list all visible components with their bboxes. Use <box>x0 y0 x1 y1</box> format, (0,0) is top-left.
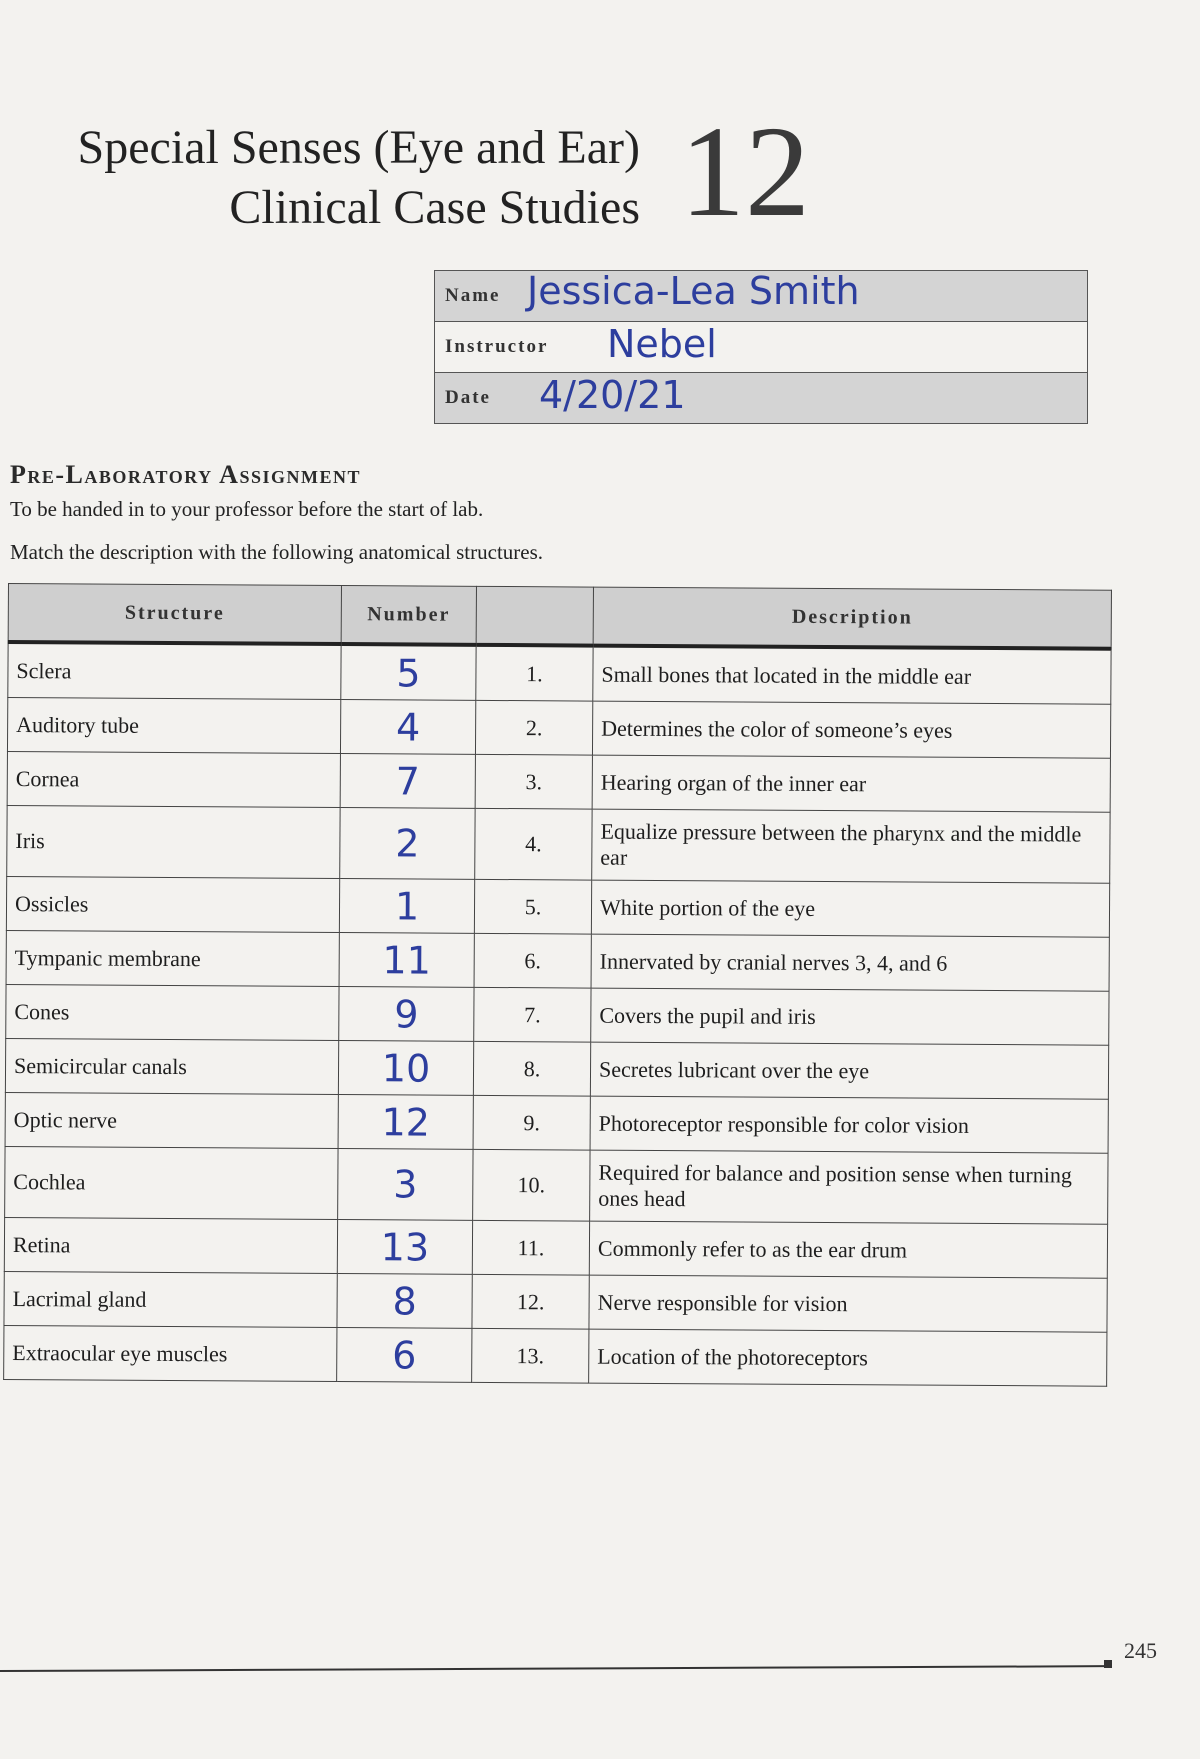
index-cell: 5. <box>474 879 591 934</box>
handwritten-answer: 9 <box>394 991 419 1037</box>
answer-cell[interactable] <box>341 644 476 700</box>
index-cell: 12. <box>472 1274 589 1329</box>
handwritten-answer: 3 <box>393 1162 418 1207</box>
answer-cell[interactable] <box>337 1328 472 1383</box>
date-row <box>435 373 1087 423</box>
header-index <box>476 586 593 645</box>
date-label: Date <box>445 387 491 408</box>
page-title <box>60 118 640 238</box>
structure-cell: Cones <box>6 984 339 1040</box>
page-number: 245 <box>1124 1638 1157 1663</box>
table-row <box>5 1146 1108 1224</box>
table-row <box>6 984 1109 1045</box>
footer-rule <box>0 1665 1104 1672</box>
name-row <box>435 271 1087 322</box>
name-label: Name <box>445 285 501 306</box>
structure-cell: Sclera <box>8 642 341 700</box>
description-cell: Covers the pupil and iris <box>591 988 1109 1045</box>
handwritten-answer: 13 <box>380 1224 430 1270</box>
table-row <box>5 1092 1108 1153</box>
footer-square-marker <box>1104 1660 1112 1668</box>
section-title: Pre-Laboratory Assignment <box>10 460 361 489</box>
handwritten-answer: 4 <box>395 704 421 750</box>
answer-cell[interactable] <box>339 987 474 1042</box>
handwritten-answer: 2 <box>395 821 420 866</box>
answer-cell[interactable] <box>340 808 475 880</box>
description-cell: Small bones that located in the middle ear <box>593 646 1111 705</box>
table-row <box>6 930 1109 991</box>
answer-cell[interactable] <box>339 933 474 988</box>
structure-cell: Optic nerve <box>5 1092 338 1148</box>
index-cell: 11. <box>472 1220 589 1275</box>
chapter-number: 12 <box>680 100 810 244</box>
index-cell: 4. <box>475 808 592 880</box>
description-cell: Location of the photoreceptors <box>589 1329 1107 1386</box>
structure-cell: Iris <box>7 805 340 878</box>
title-line-2: Clinical Case Studies <box>229 181 640 234</box>
index-cell: 2. <box>475 700 592 755</box>
answer-cell[interactable] <box>340 754 475 809</box>
structure-cell: Cornea <box>7 751 340 807</box>
structure-cell: Cochlea <box>5 1146 338 1219</box>
table-row <box>4 1271 1107 1332</box>
header-structure: Structure <box>8 584 341 645</box>
header-number: Number <box>341 586 476 645</box>
table-row <box>7 805 1110 883</box>
table-row <box>8 642 1111 704</box>
handwritten-answer: 1 <box>394 883 420 929</box>
index-cell: 1. <box>476 645 593 701</box>
description-cell: Equalize pressure between the pharynx and the middle ear <box>592 809 1110 883</box>
handwritten-answer: 10 <box>381 1045 431 1091</box>
answer-cell[interactable] <box>337 1274 472 1329</box>
description-cell: Required for balance and position sense when turning ones head <box>590 1150 1108 1224</box>
index-cell: 6. <box>474 933 591 988</box>
description-cell: Secretes lubricant over the eye <box>590 1042 1108 1099</box>
structure-cell: Semicircular canals <box>5 1038 338 1094</box>
answer-cell[interactable] <box>339 879 474 934</box>
description-cell: White portion of the eye <box>591 880 1109 937</box>
handwritten-answer: 11 <box>382 937 432 983</box>
table-row <box>7 751 1110 812</box>
handwritten-answer: 5 <box>396 650 421 696</box>
index-cell: 13. <box>472 1328 589 1383</box>
header-description: Description <box>593 587 1111 649</box>
structure-cell: Lacrimal gland <box>4 1271 337 1327</box>
answer-cell[interactable] <box>340 700 475 755</box>
student-info-box <box>434 270 1088 424</box>
section-subtitle: To be handed in to your professor before the start of lab. <box>10 497 484 521</box>
answer-cell[interactable] <box>337 1220 472 1275</box>
structure-cell: Extraocular eye muscles <box>4 1325 337 1381</box>
index-cell: 7. <box>474 987 591 1042</box>
title-line-1: Special Senses (Eye and Ear) <box>77 121 640 174</box>
description-cell: Determines the color of someone’s eyes <box>592 701 1110 758</box>
description-cell: Hearing organ of the inner ear <box>592 755 1110 812</box>
description-cell: Photoreceptor responsible for color vision <box>590 1096 1108 1153</box>
structure-cell: Tympanic membrane <box>6 930 339 986</box>
matching-table <box>3 583 1112 1387</box>
structure-cell: Ossicles <box>6 876 339 932</box>
index-cell: 3. <box>475 754 592 809</box>
instructor-label: Instructor <box>445 336 549 357</box>
answer-cell[interactable] <box>338 1095 473 1150</box>
handwritten-answer: 6 <box>392 1332 417 1378</box>
table-row <box>6 876 1109 937</box>
table-row <box>4 1325 1107 1386</box>
instructor-value[interactable]: Nebel <box>607 322 717 366</box>
description-cell: Commonly refer to as the ear drum <box>589 1221 1107 1278</box>
description-cell: Innervated by cranial nerves 3, 4, and 6 <box>591 934 1109 991</box>
table-row <box>7 698 1110 759</box>
table-row <box>4 1217 1107 1278</box>
handwritten-answer: 12 <box>381 1099 431 1145</box>
handwritten-answer: 7 <box>395 758 421 804</box>
answer-cell[interactable] <box>338 1041 473 1096</box>
date-value[interactable]: 4/20/21 <box>539 373 686 417</box>
table-header-row <box>8 584 1111 649</box>
table-row <box>5 1038 1108 1099</box>
structure-cell: Auditory tube <box>7 698 340 754</box>
handwritten-answer: 8 <box>392 1278 417 1324</box>
index-cell: 8. <box>473 1041 590 1096</box>
index-cell: 9. <box>473 1095 590 1150</box>
index-cell: 10. <box>473 1149 590 1221</box>
instructor-row <box>435 322 1087 373</box>
answer-cell[interactable] <box>338 1149 473 1221</box>
name-value[interactable]: Jessica-Lea Smith <box>527 269 860 313</box>
description-cell: Nerve responsible for vision <box>589 1275 1107 1332</box>
instructions: Match the description with the following anatomical structures. <box>10 540 544 564</box>
structure-cell: Retina <box>4 1217 337 1273</box>
